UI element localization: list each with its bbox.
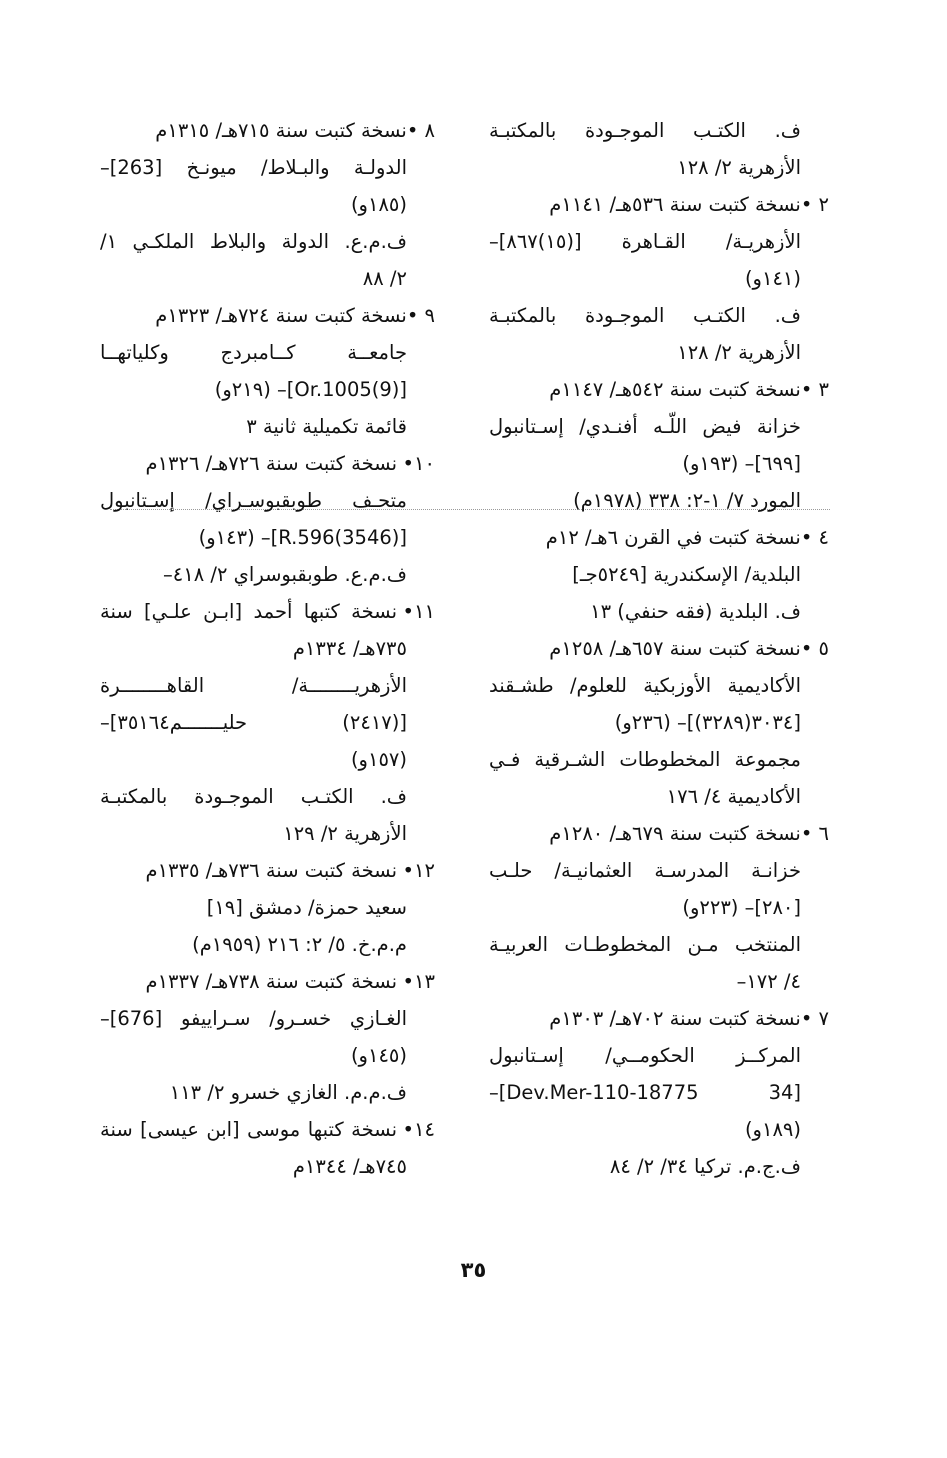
entry-line: ف. الكتـب الموجـودة بالمكتبـة (489, 119, 801, 142)
entry-line: متحـف طوبقبوسـراي/ إسـتانبول (100, 489, 407, 512)
entry-line: خزانـة المدرسـة العثمانيـة/ حلـب (489, 859, 801, 882)
entry-heading (100, 445, 435, 482)
entry-heading-text: نسخة كتبت في القرن ٦هـ/ ١٢م (545, 526, 801, 549)
entry-line: الغـازي خسـرو/ سـراييفو [676]– (100, 1007, 407, 1030)
entry-heading-text: نسخة كتبها أحمد [ابـن علـي] سنة (100, 600, 397, 623)
entry-line: الأزهرية ٢/ ١٢٨ (677, 341, 801, 364)
entry-line: البلدية/ الإسكندرية [٥٢٤٩جـ] (572, 563, 801, 586)
entry-heading-text: نسخة كتبها موسى [ابن عيسى] سنة (100, 1118, 397, 1141)
entry-number: ١٠• (402, 452, 435, 475)
entry-line: (١٥٧و) (350, 748, 407, 771)
entry-heading-text: نسخة كتبت سنة ٧٣٦هـ/ ١٣٣٥م (145, 859, 397, 882)
entry-line: (١٨٩و) (744, 1118, 801, 1141)
entry-heading (489, 1000, 829, 1037)
entry-line: الأكاديمية ٤/ ١٧٦ (666, 785, 801, 808)
entry-number: ١٣• (402, 970, 435, 993)
entry-heading (100, 112, 435, 149)
entry-heading-text: نسخة كتبت سنة ٧٢٤هـ/ ١٣٢٣م (155, 304, 407, 327)
entry-line: خزانة فيض اللّـه أفنـدي/ إسـتانبول (489, 415, 801, 438)
entry-number: ٩ • (406, 304, 435, 327)
entry-heading-text: نسخة كتبت سنة ٥٣٦هـ/ ١١٤١م (549, 193, 801, 216)
entry-line: [٦٩٩]– (١٩٣و) (682, 452, 801, 475)
entry-line: م.م.خ. ٥/ ٢: ٢١٦ (١٩٥٩م) (192, 933, 407, 956)
entry-line: [R.596(3546)]– (١٤٣و) (198, 526, 407, 549)
entry-number: ١١• (402, 600, 435, 623)
entry-line: المنتخب مـن المخطوطـات العربيـة (489, 933, 801, 956)
entry-heading (100, 297, 435, 334)
entry-heading (489, 371, 829, 408)
left-column (100, 112, 435, 1185)
entry-heading-text: نسخة كتبت سنة ٥٤٢هـ/ ١١٤٧م (549, 378, 801, 401)
entry-heading (489, 630, 829, 667)
entry-heading-text: نسخة كتبت سنة ٧٣٨هـ/ ١٣٣٧م (145, 970, 397, 993)
entry-number: ٥ • (800, 637, 829, 660)
entry-line: قائمة تكميلية ثانية ٣ (246, 415, 407, 438)
entry-heading (100, 1111, 435, 1148)
entry-heading (489, 519, 829, 556)
entry-heading-text: نسخة كتبت سنة ٧١٥هـ/ ١٣١٥م (155, 119, 407, 142)
entry-line: ٤/ ١٧٢– (736, 970, 801, 993)
entry-line: ف.م.ع. الدولة والبلاط الملكـي ١/ (100, 230, 407, 253)
entry-line: ف.م.م. الغازي خسرو ٢/ ١١٣ (169, 1081, 407, 1104)
entry-line: الأزهرية ٢/ ١٢٨ (677, 156, 801, 179)
entry-line: [34 Dev.Mer-110-18775]– (489, 1081, 801, 1104)
entry-heading-text: نسخة كتبت سنة ٧٢٦هـ/ ١٣٢٦م (145, 452, 397, 475)
entry-line: [(٢٤١٧) حليـــــــم٣٥١٦٤]– (100, 711, 407, 734)
entry-number: ٦ • (800, 822, 829, 845)
entry-line: (١٤١و) (744, 267, 801, 290)
entry-line: مجموعة المخطوطات الشـرقية فـي (489, 748, 801, 771)
entry-line: ف. الكتـب الموجـودة بالمكتبـة (100, 785, 407, 808)
entry-heading-text: نسخة كتبت سنة ٦٧٩هـ/ ١٢٨٠م (549, 822, 801, 845)
entry-number: ٨ • (406, 119, 435, 142)
entry-line: ٧٤٥هـ/ ١٣٤٤م (292, 1155, 407, 1178)
entry-heading (489, 815, 829, 852)
entry-line: (١٤٥و) (350, 1044, 407, 1067)
entry-number: ١٤• (402, 1118, 435, 1141)
entry-number: ١٢• (402, 859, 435, 882)
entry-line: ٢/ ٨٨ (362, 267, 407, 290)
entry-line: الأزهرية ٢/ ١٢٩ (283, 822, 407, 845)
entry-line: [٣٠٣٤(٣٢٨٩)]– (٢٣٦و) (614, 711, 801, 734)
entry-heading (100, 852, 435, 889)
right-column (489, 112, 829, 1185)
entry-line: [٢٨٠]– (٢٢٣و) (682, 896, 801, 919)
entry-line: سعيد حمزة/ دمشق [١٩] (206, 896, 407, 919)
entry-line: المركــز الحكومــي/ إسـتانبول (489, 1044, 801, 1067)
entry-number: ٤ • (800, 526, 829, 549)
entry-line: ف.ج.م. تركيا ٣٤/ ٢/ ٨٤ (609, 1155, 801, 1178)
entry-line: ٧٣٥هـ/ ١٣٣٤م (292, 637, 407, 660)
entry-line: ف. الكتـب الموجـودة بالمكتبـة (489, 304, 801, 327)
entry-line: [Or.1005(9)]– (٢١٩و) (214, 378, 407, 401)
entry-heading-text: نسخة كتبت سنة ٦٥٧هـ/ ١٢٥٨م (549, 637, 801, 660)
entry-line: الأزهريــــــــة/ القاهــــــــرة (100, 674, 407, 697)
entry-heading (489, 186, 829, 223)
page-number: ٣٥ (460, 1258, 487, 1282)
entry-line: الدولـة والبـلاط/ ميونـخ [263]– (100, 156, 407, 179)
entry-number: ٣ • (800, 378, 829, 401)
entry-line: الأكاديمية الأوزبكية للعلوم/ طشـقند (489, 674, 801, 697)
entry-heading-text: نسخة كتبت سنة ٧٠٢هـ/ ١٣٠٣م (549, 1007, 801, 1030)
entry-line: (١٨٥و) (350, 193, 407, 216)
entry-number: ٧ • (800, 1007, 829, 1030)
entry-line: ف.م.ع. طوبقبوسراي ٢/ ٤١٨– (163, 563, 407, 586)
entry-line: ف. البلدية (فقه حنفي) ١٣ (590, 600, 801, 623)
entry-line: الأزهريـة/ القـاهرة [(١٥)٨٦٧]– (489, 230, 801, 253)
entry-number: ٢ • (800, 193, 829, 216)
entry-heading (100, 593, 435, 630)
entry-line: جامعــة كــامبردج وكلياتهــا (100, 341, 407, 364)
entry-line: المورد ٧/ ١-٢: ٣٣٨ (١٩٧٨م) (573, 489, 801, 512)
entry-heading (100, 963, 435, 1000)
